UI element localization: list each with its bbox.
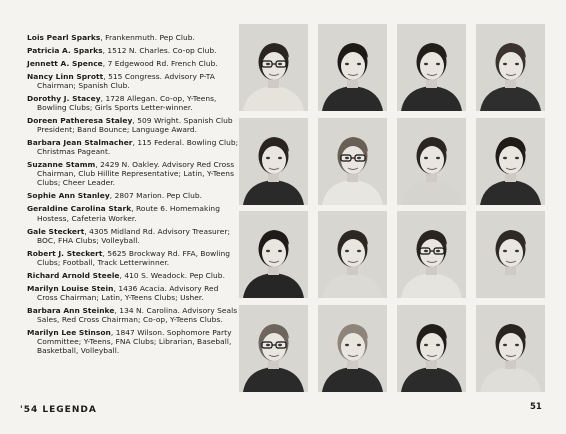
- senior-entry: [27, 284, 239, 302]
- student-name: Marilyn Lee Stinson: [27, 327, 111, 337]
- senior-entry: [27, 72, 239, 90]
- student-details: , 4305 Midland Rd. Advisory Treasurer; BOC, FHA Clubs; Volleyball.: [37, 226, 231, 245]
- student-portrait: [318, 24, 387, 111]
- student-details: , 2807 Marion. Pep Club.: [109, 191, 203, 201]
- student-portrait: [239, 118, 308, 205]
- student-details: , Frankenmuth. Pep Club.: [100, 33, 195, 42]
- senior-entry: [27, 94, 239, 112]
- senior-entry: [27, 59, 239, 68]
- student-portrait: [318, 118, 387, 205]
- senior-entry: [27, 249, 239, 267]
- student-details: , 509 Wright. Spanish Club President; Band Bounce; Language Award.: [37, 116, 233, 135]
- student-name: Robert J. Steckert: [27, 248, 103, 258]
- student-portrait: [318, 211, 387, 298]
- student-portrait: [476, 211, 545, 298]
- student-details: , 1436 Acacia. Advisory Red Cross Chairman; Latin, Y-Teens Clubs; Usher.: [37, 283, 219, 302]
- page-number: 51: [530, 402, 542, 412]
- student-portrait: [239, 211, 308, 298]
- student-name: Gale Steckert: [27, 226, 85, 236]
- student-details: , 1512 N. Charles. Co-op Club.: [102, 45, 217, 55]
- student-details: , 5625 Brockway Rd. FFA, Bowling Clubs; Football, Track Letterwinner.: [37, 248, 231, 267]
- student-portrait: [476, 118, 545, 205]
- senior-entry: [27, 116, 239, 134]
- yearbook-footer-title: '54 LEGENDA: [20, 405, 97, 415]
- senior-entry: [27, 33, 239, 42]
- student-portrait: [476, 24, 545, 111]
- student-details: , 134 N. Carolina. Advisory Seals Sales, Red Cross Chairman; Co-op, Y-Teens Clubs.: [37, 305, 238, 324]
- senior-entry: [27, 271, 239, 280]
- senior-entries-list: [27, 33, 239, 359]
- student-portrait: [239, 305, 308, 392]
- student-portrait: [239, 24, 308, 111]
- student-portrait: [397, 24, 466, 111]
- student-name: Jennett A. Spence: [27, 58, 103, 68]
- student-name: Suzanne Stamm: [27, 160, 96, 170]
- student-name: Geraldine Carolina Stark: [27, 204, 132, 214]
- senior-entry: [27, 227, 239, 245]
- senior-entry: [27, 328, 239, 355]
- student-name: Barbara Jean Stalmacher: [27, 138, 133, 148]
- photo-grid: [239, 24, 545, 394]
- senior-entry: [27, 160, 239, 187]
- student-details: , 1728 Allegan. Co-op, Y-Teens, Bowling Clubs; Girls Sports Letter-winner.: [37, 94, 217, 113]
- student-name: Marilyn Louise Stein: [27, 283, 114, 293]
- student-details: , 115 Federal. Bowling Club; Christmas Pageant.: [37, 138, 239, 157]
- student-details: , Route 6. Homemaking Hostess, Cafeteria Worker.: [37, 204, 220, 223]
- senior-entry: [27, 306, 239, 324]
- student-name: Richard Arnold Steele: [27, 270, 120, 280]
- student-name: Lois Pearl Sparks: [27, 33, 101, 42]
- student-portrait: [476, 305, 545, 392]
- student-name: Dorothy J. Stacey: [27, 94, 101, 104]
- student-name: Doreen Patheresa Staley: [27, 116, 133, 126]
- student-details: , 7 Edgewood Rd. French Club.: [102, 58, 218, 68]
- student-name: Patricia A. Sparks: [27, 45, 103, 55]
- student-portrait: [397, 118, 466, 205]
- student-portrait: [318, 305, 387, 392]
- student-details: , 1847 Wilson. Sophomore Party Committee; Y-Teens, FNA Clubs; Librarian, Baseball, Basketball, Volleyball.: [37, 327, 232, 355]
- senior-entry: [27, 191, 239, 200]
- student-name: Sophie Ann Stanley: [27, 191, 110, 201]
- student-details: , 515 Congress. Advisory P-TA Chairman; Spanish Club.: [37, 71, 215, 91]
- student-portrait: [397, 211, 466, 298]
- student-details: , 410 S. Weadock. Pep Club.: [119, 270, 225, 280]
- senior-entry: [27, 46, 239, 55]
- student-name: Barbara Ann Steinke: [27, 305, 115, 315]
- senior-entry: [27, 138, 239, 156]
- student-details: , 2429 N. Oakley. Advisory Red Cross Chairman, Club Hillite Representative; Latin, Y-Teens Clubs; Cheer Leader.: [37, 160, 235, 188]
- student-portrait: [397, 305, 466, 392]
- student-name: Nancy Linn Sprott: [27, 71, 104, 81]
- senior-entry: [27, 204, 239, 222]
